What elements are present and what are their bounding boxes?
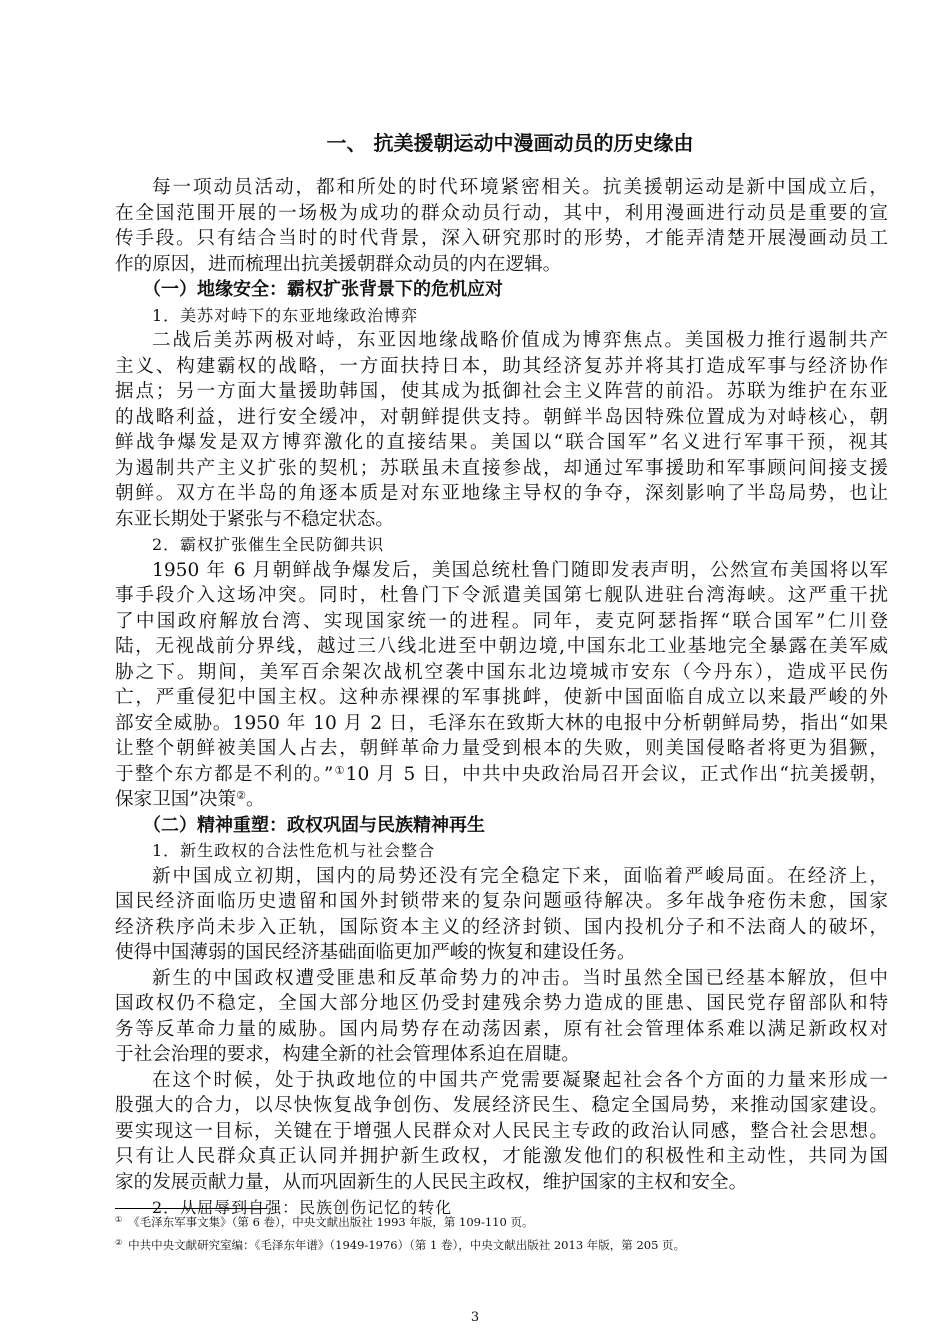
text-line: 部安全威胁。1950 年 10 月 2 日，毛泽东在致斯大林的电报中分析朝鲜局势，指出“如果 xyxy=(115,712,888,734)
footnote-text: 《毛泽东军事文集》（第 6 卷），中央文献出版社 1993 年版，第 109-110 页。 xyxy=(128,1215,534,1229)
paragraph xyxy=(115,175,888,277)
text-line: 据点；另一方面大量援助韩国，使其成为抵御社会主义阵营的前沿。苏联为维护在东亚 xyxy=(115,381,888,402)
subsection-heading: （一）地缘安全：霸权扩张背景下的危机应对 xyxy=(143,279,503,300)
text-line xyxy=(115,762,888,788)
footnote-text: 中共中央文献研究室编：《毛泽东年谱》（1949-1976）（第 1 卷），中央文献出版社 2013 年版，第 205 页。 xyxy=(128,1238,686,1252)
text-line: 的战略利益，进行安全缓冲，对朝鲜提供支持。朝鲜半岛因特殊位置成为对峙核心，朝 xyxy=(115,406,888,428)
text-line: 东亚长期处于紧张与不稳定状态。 xyxy=(115,508,394,530)
footnote-mark: ① xyxy=(115,1215,123,1224)
text-segment: 保家卫国”决策 xyxy=(115,789,237,810)
text-line: 鲜战争爆发是双方博弈激化的直接结果。美国以“联合国军”名义进行军事干预，视其 xyxy=(115,432,888,453)
footnote-separator xyxy=(115,1208,267,1209)
text-line xyxy=(115,787,888,813)
paragraph xyxy=(115,1068,888,1196)
text-line: 在这个时候，处于执政地位的中国共产党需要凝聚起社会各个方面的力量来形成一 xyxy=(152,1069,888,1091)
subsection-heading: （二）精神重塑：政权巩固与民族精神再生 xyxy=(143,814,485,836)
paragraph xyxy=(115,864,888,966)
subsubsection-heading: 1．美苏对峙下的东亚地缘政治博弈 xyxy=(152,305,419,325)
text-line: 了中国政府解放台湾、实现国家统一的进程。同年，麦克阿瑟指挥“联合国军”仁川登 xyxy=(115,610,888,632)
text-segment: 于整个东方都是不利的。” xyxy=(115,763,334,785)
document-body xyxy=(115,175,888,1221)
section-title: 一、 抗美援朝运动中漫画动员的历史缘由 xyxy=(326,131,694,155)
footnote-mark: ② xyxy=(115,1238,123,1247)
footnote-2 xyxy=(115,1237,685,1253)
subsubsection-heading: 2．从屈辱到自强：民族创伤记忆的转化 xyxy=(152,1198,453,1217)
text-line: 股强大的合力，以尽快恢复战争创伤、发展经济民生、稳定全国局势，来推动国家建设。 xyxy=(115,1095,888,1116)
text-line: 作的原因，进而梳理出抗美援朝群众动员的内在逻辑。 xyxy=(115,253,562,275)
footnote-1 xyxy=(115,1214,533,1230)
text-line: 新中国成立初期，国内的局势还没有完全稳定下来，面临着严峻局面。在经济上， xyxy=(152,865,888,887)
footnote-ref: ② xyxy=(236,789,246,802)
text-line: 为遏制共产主义扩张的契机；苏联虽未直接参战，却通过军事援助和军事顾问间接支援 xyxy=(115,457,888,479)
text-line: 在全国范围开展的一场极为成功的群众动员行动，其中，利用漫画进行动员是重要的宣 xyxy=(115,202,888,224)
text-line: 务等反革命力量的威胁。国内局势存在动荡因素，原有社会管理体系难以满足新政权对 xyxy=(115,1018,888,1040)
text-line: 家的发展贡献力量，从而巩固新生的人民民主政权，维护国家的主权和安全。 xyxy=(115,1171,748,1193)
paragraph xyxy=(115,558,888,813)
text-line: 让整个朝鲜被美国人占去，朝鲜革命力量受到根本的失败，则美国侵略者将更为猖獗， xyxy=(115,738,888,759)
text-line: 传手段。只有结合当时的时代背景，深入研究那时的形势，才能弄清楚开展漫画动员工 xyxy=(115,228,888,249)
page-number: 3 xyxy=(470,1310,480,1325)
text-line: 亡，严重侵犯中国主权。这种赤裸裸的军事挑衅，使新中国面临自成立以来最严峻的外 xyxy=(115,687,888,708)
text-line: 二战后美苏两极对峙，东亚因地缘战略价值成为博弈焦点。美国极力推行遏制共产 xyxy=(152,330,888,351)
text-line: 主义、构建霸权的战略，一方面扶持日本，助其经济复苏并将其打造成军事与经济协作 xyxy=(115,355,888,377)
text-line: 每一项动员活动，都和所处的时代环境紧密相关。抗美援朝运动是新中国成立后， xyxy=(152,177,888,198)
text-line: 于社会治理的要求，构建全新的社会管理体系迫在眉睫。 xyxy=(115,1044,580,1065)
text-line: 经济秩序尚未步入正轨，国际资本主义的经济封锁、国内投机分子和不法商人的破坏， xyxy=(115,916,888,938)
text-line: 国政权仍不稳定，全国大部分地区仍受封建残余势力造成的匪患、国民党存留部队和特 xyxy=(115,993,888,1014)
text-line: 1950 年 6 月朝鲜战争爆发后，美国总统杜鲁门随即发表声明，公然宣布美国将以军 xyxy=(152,559,888,581)
text-line: 只有让人民群众真正认同并拥护新生政权，才能激发他们的积极性和主动性，共同为国 xyxy=(115,1146,888,1167)
text-line: 新生的中国政权遭受匪患和反革命势力的冲击。当时虽然全国已经基本解放，但中 xyxy=(152,967,888,989)
paragraph xyxy=(115,966,888,1068)
text-line: 国民经济面临历史遗留和国外封锁带来的复杂问题亟待解决。多年战争疮伤未愈，国家 xyxy=(115,891,888,912)
text-segment: 。 xyxy=(245,789,265,810)
text-line: 胁之下。期间，美军百余架次战机空袭中国东北边境城市安东（今丹东），造成平民伤 xyxy=(115,661,888,683)
text-line: 陆，无视战前分界线，越过三八线北进至中朝边境,中国东北工业基地完全暴露在美军威 xyxy=(115,636,888,657)
subsubsection-heading: 1．新生政权的合法性危机与社会整合 xyxy=(152,841,436,860)
text-line: 朝鲜。双方在半岛的角逐本质是对东亚地缘主导权的争夺，深刻影响了半岛局势，也让 xyxy=(115,483,888,504)
subsubsection-heading: 2．霸权扩张催生全民防御共识 xyxy=(152,535,385,554)
text-line: 要实现这一目标，关键在于增强人民群众对人民民主专政的政治认同感，整合社会思想。 xyxy=(115,1120,888,1142)
text-segment: 10 月 5 日，中共中央政治局召开会议，正式作出“抗美援朝， xyxy=(345,763,888,785)
paragraph xyxy=(115,328,888,532)
footnote-ref: ① xyxy=(333,763,346,777)
text-line: 使得中国薄弱的国民经济基础面临更加严峻的恢复和建设任务。 xyxy=(115,942,636,963)
text-line: 事手段介入这场冲突。同时，杜鲁门下令派遣美国第七舰队进驻台湾海峡。这严重干扰 xyxy=(115,585,888,606)
